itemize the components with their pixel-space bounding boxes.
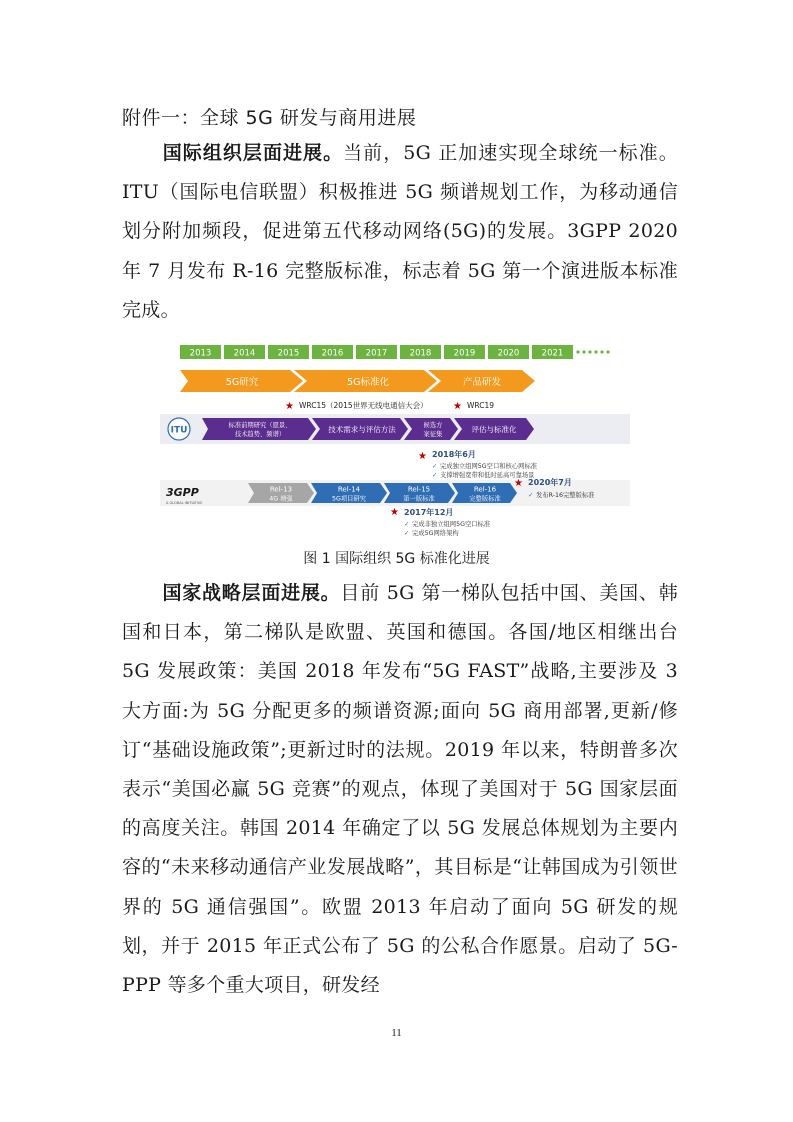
svg-text:✓: ✓ <box>404 521 410 528</box>
itu-step-proposals-2: 案征集 <box>423 431 443 438</box>
itu-logo <box>168 418 190 440</box>
svg-text:2014: 2014 <box>233 348 256 359</box>
svg-text:完成非独立组网5G空口标准: 完成非独立组网5G空口标准 <box>412 521 491 528</box>
star-icon: ★ <box>418 451 427 462</box>
svg-text:✓: ✓ <box>528 492 534 499</box>
figure-caption: 图 1 国际组织 5G 标准化进展 <box>303 551 490 567</box>
wrc-markers <box>285 400 494 412</box>
svg-text:完成独立组网5G空口和核心网标准: 完成独立组网5G空口和核心网标准 <box>440 463 538 470</box>
phase-bar <box>180 370 535 392</box>
release-name: Rel-16 <box>473 485 497 494</box>
appendix-heading: 附件一：全球 5G 研发与商用进展 <box>122 107 417 129</box>
itu-row <box>160 414 630 444</box>
star-icon: ★ <box>390 507 399 518</box>
year-cell <box>268 345 309 359</box>
continuation-dots <box>576 350 609 353</box>
star-icon: ★ <box>285 401 294 412</box>
svg-text:✓: ✓ <box>432 463 438 470</box>
paragraph-national-strategy <box>122 574 678 1005</box>
star-icon: ★ <box>514 478 523 489</box>
paragraph-text: 当前，5G 正加速实现全球统一标准。ITU（国际电信联盟）积极推进 5G 频谱规划工作，为移动通信划分附加频段，促进第五代移动网络(5G)的发展。3GPP 2020 年 7 月发布 R-16 完整版标准，标志着 5G 第一个演进版本标准完成。 <box>122 142 678 321</box>
svg-text:A GLOBAL INITIATIVE: A GLOBAL INITIATIVE <box>166 501 203 505</box>
paragraph-text: 目前 5G 第一梯队包括中国、美国、韩国和日本，第二梯队是欧盟、英国和德国。各国/地区相继出台 5G 发展政策：美国 2018 年发布“5G FAST”战略,主要涉及 3 大方面:为 5G 分配更多的频谱资源;面向 5G 商用部署,更新/修订“基础设施政策”;更新过时的法规。2019 年以来，特朗普多次表示“美国必赢 5G 竞赛”的观点，体现了美国对于 5G 国家层面的高度关注。韩国 2014 年确定了以 5G 发展总体规划为主要内容的“未来移动通信产业发展战略”，其目标是“让韩国成为引领世界的 5G 通信强国”。欧盟 2013 年启动了面向 5G 研发的规划，并于 2015 年正式公布了 5G 的公私合作愿景。启动了 5G-PPP 等多个重大项目，研发经 <box>122 582 679 997</box>
svg-text:2017年12月: 2017年12月 <box>404 508 454 517</box>
svg-text:支撑增强宽带和低时延高可靠场景: 支撑增强宽带和低时延高可靠场景 <box>440 472 535 479</box>
phase-research: 5G研究 <box>225 377 259 388</box>
3gpp-logo <box>166 486 202 505</box>
svg-text:3GPP: 3GPP <box>166 486 199 499</box>
itu-step-requirements: 技术需求与评估方法 <box>328 425 396 434</box>
svg-text:✓: ✓ <box>432 472 438 479</box>
release-desc: 第一版标准 <box>403 495 435 503</box>
svg-text:2020: 2020 <box>497 348 520 359</box>
itu-step-pre-research-2: 技术趋势、频谱） <box>234 431 286 438</box>
year-cell <box>180 345 221 359</box>
year-cell <box>224 345 265 359</box>
release-name: Rel-15 <box>407 485 431 494</box>
release-desc: 5G项目研究 <box>331 495 367 503</box>
year-cell <box>444 345 485 359</box>
5g-standardization-timeline-figure <box>160 340 630 540</box>
milestone-2018 <box>418 449 538 479</box>
release-name: Rel-13 <box>269 485 293 494</box>
year-cell <box>400 345 441 359</box>
svg-text:2016: 2016 <box>321 348 344 359</box>
paragraph-lead: 国家战略层面进展。 <box>162 582 341 604</box>
wrc19-label: WRC19 <box>467 401 495 410</box>
release-desc: 完整版标准 <box>469 495 501 503</box>
year-cell <box>488 345 529 359</box>
svg-text:2018: 2018 <box>409 348 432 359</box>
svg-text:2017: 2017 <box>365 348 388 359</box>
release-name: Rel-14 <box>337 485 361 494</box>
itu-step-proposals: 候选方 <box>423 422 443 429</box>
year-bar <box>180 345 610 359</box>
page-number: 11 <box>391 1027 402 1039</box>
itu-step-pre-research: 标准前期研究（愿景、 <box>228 422 292 429</box>
wrc15-label: WRC15（2015世界无线电通信大会） <box>299 401 428 410</box>
svg-text:2021: 2021 <box>541 348 564 359</box>
release-desc: 4G 增强 <box>269 495 293 503</box>
svg-text:✓: ✓ <box>404 530 410 537</box>
phase-product-development: 产品研发 <box>462 377 502 388</box>
year-cell <box>356 345 397 359</box>
year-cell <box>532 345 573 359</box>
svg-text:2020年7月: 2020年7月 <box>528 478 572 487</box>
phase-standardization: 5G标准化 <box>347 377 389 388</box>
svg-text:ITU: ITU <box>170 425 188 436</box>
svg-text:2018年6月: 2018年6月 <box>432 450 476 459</box>
year-cell <box>312 345 353 359</box>
paragraph-international-orgs <box>122 134 678 330</box>
svg-text:2015: 2015 <box>277 348 300 359</box>
svg-text:完成5G网络架构: 完成5G网络架构 <box>412 530 459 537</box>
svg-text:2019: 2019 <box>453 348 476 359</box>
milestone-2017 <box>390 507 491 537</box>
svg-text:2013: 2013 <box>189 348 212 359</box>
paragraph-lead: 国际组织层面进展。 <box>162 142 344 164</box>
star-icon: ★ <box>453 401 462 412</box>
itu-step-evaluation: 评估与标准化 <box>471 425 517 434</box>
svg-text:发布R-16完整版标准: 发布R-16完整版标准 <box>536 492 595 499</box>
